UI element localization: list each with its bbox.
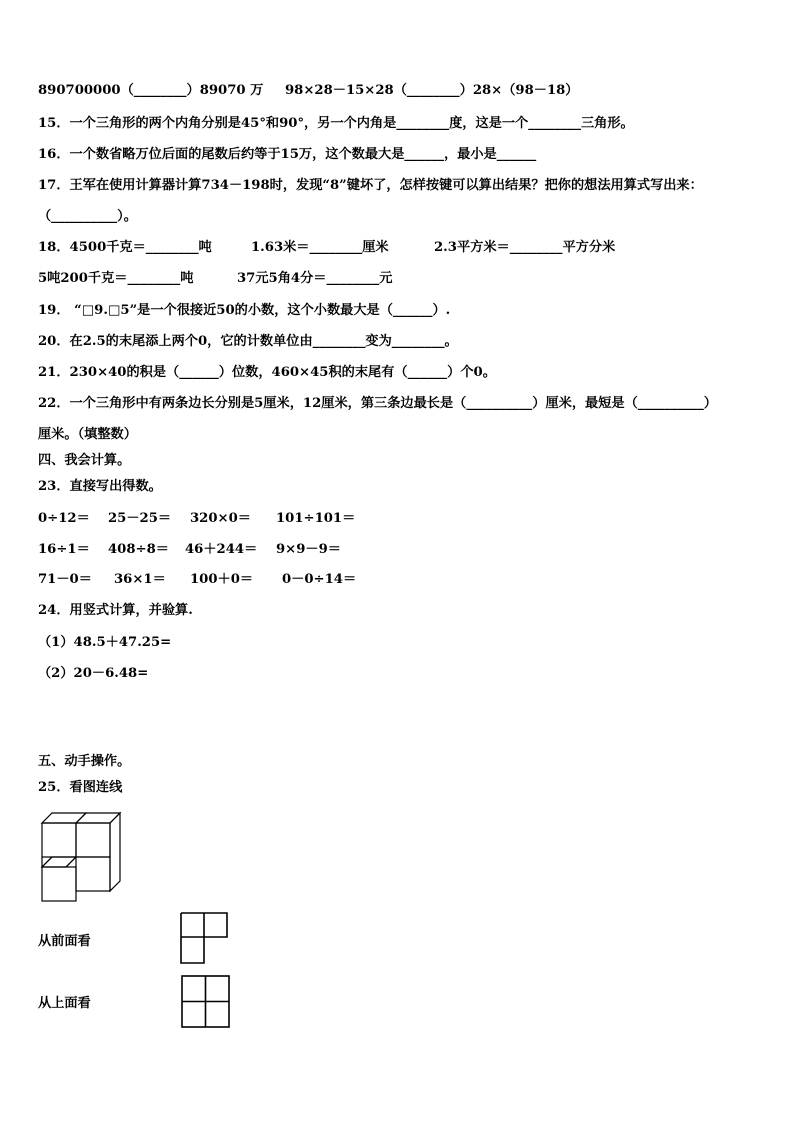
section-5-heading: 五、动手操作。 [38,754,131,769]
front-view-shape [179,911,231,967]
question-16: 16．一个数省略万位后面的尾数后约等于15万，这个数最大是______，最小是______ [38,147,537,162]
calc-item: 36×1＝ [114,572,166,587]
question-20: 20．在2.5的末尾添上两个0，它的计数单位由________变为________。 [38,334,458,349]
compare-1: 890700000（________）89070 万 [38,83,264,98]
compare-2: 98×28－15×28（________）28×（98－18） [285,83,579,98]
cube-stack-figure [38,806,138,902]
question-24-part-2: （2）20－6.48= [38,666,149,681]
question-24-part-1: （1）48.5＋47.25= [38,635,172,650]
calc-item: 0÷12＝ [38,511,90,526]
calc-item: 71－0＝ [38,572,92,587]
q18-item-3: 2.3平方米＝________平方分米 [434,240,616,255]
calc-item: 46＋244＝ [185,542,258,557]
calc-item: 16÷1＝ [38,542,90,557]
calc-item: 320×0＝ [190,511,251,526]
calc-item: 101÷101＝ [276,511,356,526]
question-22: 22．一个三角形中有两条边长分别是5厘米，12厘米，第三条边最长是（__________）厘米，最短是（__________） [38,396,717,411]
q18-item-2: 1.63米＝________厘米 [251,240,389,255]
question-17: 17．王军在使用计算器计算734－198时，发现“8”键坏了，怎样按键可以算出结果？把你的想法用算式写出来： [38,178,703,193]
question-23: 23．直接写出得数。 [38,479,162,494]
q18-item-4: 5吨200千克＝________吨 [38,271,194,286]
q18-item-5: 37元5角4分＝________元 [237,271,393,286]
question-22-cont: 厘米。（填整数） [38,427,137,442]
question-24: 24．用竖式计算，并验算. [38,603,193,618]
calc-item: 0－0÷14＝ [282,572,357,587]
question-19: 19． “□9.□5”是一个很接近50的小数，这个小数最大是（______）. [38,303,451,318]
question-15: 15．一个三角形的两个内角分别是45°和90°，另一个内角是________度，这是一个________三角形。 [38,116,634,131]
q18-item-1: 18．4500千克＝________吨 [38,240,212,255]
label-top-view: 从上面看 [38,996,91,1011]
calc-item: 25－25＝ [108,511,172,526]
top-view-shape [179,973,233,1031]
question-21: 21．230×40的积是（______）位数，460×45积的末尾有（______）个0。 [38,365,496,380]
question-17-answer: （__________）。 [38,209,137,224]
section-4-heading: 四、我会计算。 [38,453,131,468]
calc-item: 9×9－9＝ [276,542,341,557]
calc-item: 408÷8＝ [108,542,169,557]
calc-item: 100＋0＝ [190,572,254,587]
question-25: 25．看图连线 [38,780,123,795]
label-front-view: 从前面看 [38,934,91,949]
